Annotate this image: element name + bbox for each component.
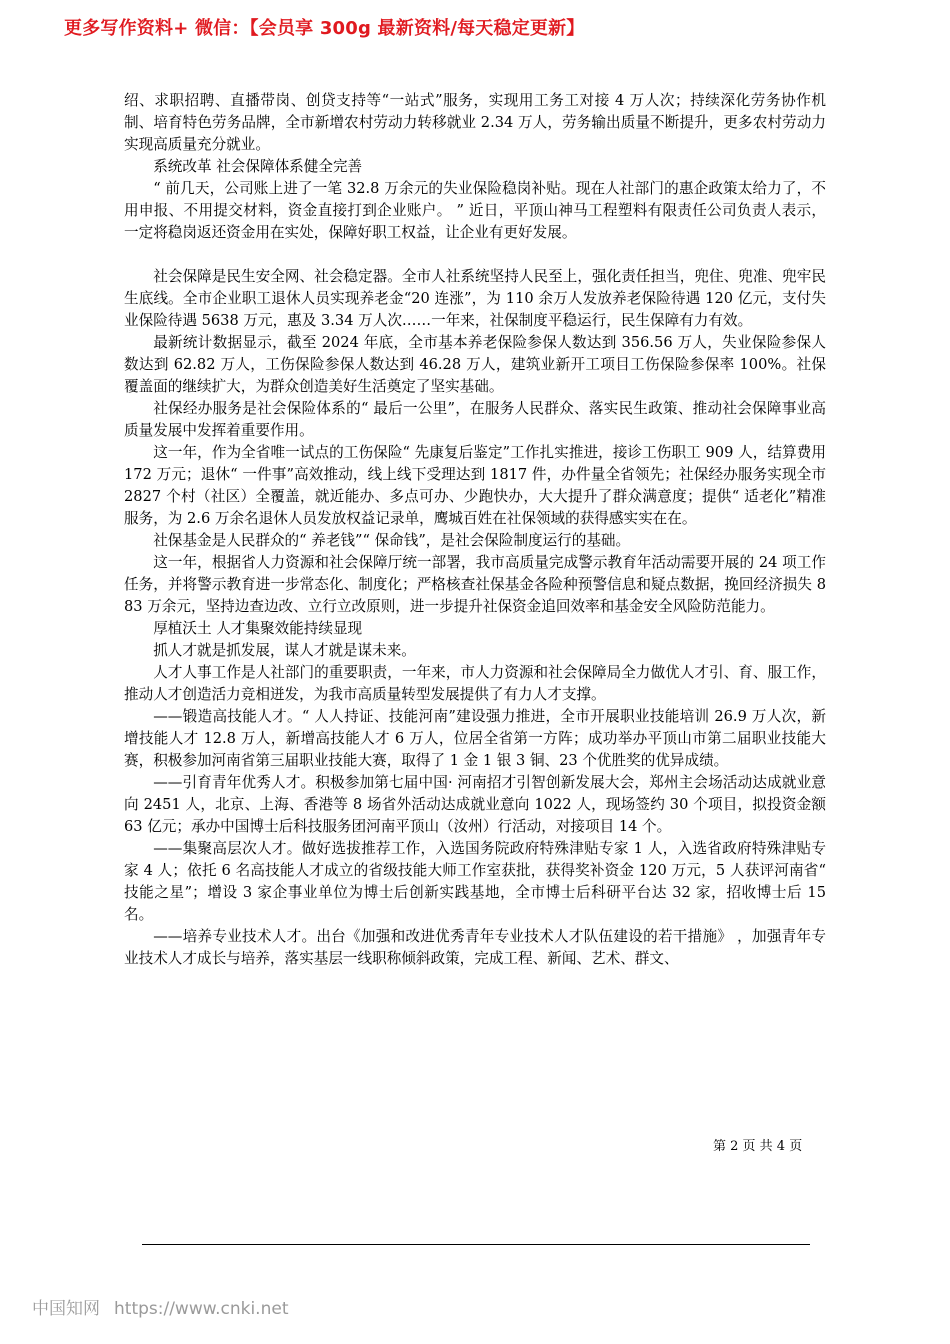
paragraph: ——引育青年优秀人才。积极参加第七届中国· 河南招才引智创新发展大会，郑州主会场活动达成就业意向 2451 人，北京、上海、香港等 8 场省外活动达成就业意向 1022 人，现场签约 30 个项目，拟投资金额 63 亿元；承办中国博士后科技服务团河南平顶山（汝州）行活动，对接项目 14 个。 <box>124 774 826 835</box>
source-watermark <box>32 1294 288 1319</box>
bottom-divider <box>142 1244 810 1245</box>
paragraph: ——锻造高技能人才。“ 人人持证、技能河南”建设强力推进，全市开展职业技能培训 26.9 万人次，新增技能人才 12.8 万人，新增高技能人才 6 万人，位居全省第一方阵；成功举办平顶山市第二届职业技能大赛，积极参加河南省第三届职业技能大赛，取得了 1 金 1 银 3 铜、23 个优胜奖的优异成绩。 <box>124 708 826 769</box>
paragraph: ——集聚高层次人才。做好选拔推荐工作，入选国务院政府特殊津贴专家 1 人，入选省政府特殊津贴专家 4 人；依托 6 名高技能人才成立的省级技能大师工作室获批，获得奖补资金 120 万元，5 人获评河南省“ 技能之星”；增设 3 家企事业单位为博士后创新实践基地，全市博士后科研平台达 32 家，招收博士后 15 名。 <box>124 840 826 923</box>
watermark-site-name: 中国知网 <box>32 1299 100 1319</box>
watermark-url: https://www.cnki.net <box>114 1299 289 1319</box>
paragraph: ——培养专业技术人才。出台《加强和改进优秀青年专业技术人才队伍建设的若干措施》 ，加强青年专业技术人才成长与培养，落实基层一线职称倾斜政策，完成工程、新闻、艺术、群文、 <box>124 928 826 967</box>
paragraph: 这一年，根据省人力资源和社会保障厅统一部署，我市高质量完成警示教育年活动需要开展的 24 项工作任务，并将警示教育进一步常态化、制度化；严格核查社保基金各险种预警信息和疑点数据，挽回经济损失 883 万余元，坚持边查边改、立行立改原则，进一步提升社保资金追回效率和基金安全风险防范能力。 <box>124 554 826 615</box>
section-heading-social-security: 系统改革 社会保障体系健全完善 <box>153 158 363 175</box>
promo-banner: 更多写作资料+ 微信：【会员享 300g 最新资料/每天稳定更新】 <box>64 18 585 39</box>
paragraph-continuation: 绍、求职招聘、直播带岗、创贷支持等“一站式”服务，实现用工务工对接 4 万人次；持续深化劳务协作机制、培育特色劳务品牌，全市新增农村劳动力转移就业 2.34 万人，劳务输出质量不断提升，更多农村劳动力实现高质量充分就业。 <box>124 92 826 153</box>
paragraph: 人才人事工作是人社部门的重要职责，一年来，市人力资源和社会保障局全力做优人才引、育、服工作，推动人才创造活力竞相迸发，为我市高质量转型发展提供了有力人才支撑。 <box>124 664 826 703</box>
page-number: 第 2 页 共 4 页 <box>713 1139 803 1154</box>
document-body <box>124 90 826 970</box>
paragraph-quote: “ 前几天，公司账上进了一笔 32.8 万余元的失业保险稳岗补贴。现在人社部门的惠企政策太给力了，不用申报、不用提交材料，资金直接打到企业账户。 ” 近日，平顶山神马工程塑料有限责任公司负责人表示，一定将稳岗返还资金用在实处，保障好职工权益，让企业有更好发展。 <box>124 180 826 241</box>
paragraph: 这一年，作为全省唯一试点的工伤保险“ 先康复后鉴定”工作扎实推进，接诊工伤职工 909 人，结算费用 172 万元；退休“ 一件事”高效推动，线上线下受理达到 1817 件，办件量全省领先；社保经办服务实现全市 2827 个村（社区）全覆盖，就近能办、多点可办、少跑快办，大大提升了群众满意度；提供“ 适老化”精准服务，为 2.6 万余名退休人员发放权益记录单，鹰城百姓在社保领域的获得感实实在在。 <box>124 444 826 527</box>
paragraph: 社保基金是人民群众的“ 养老钱”“ 保命钱”，是社会保险制度运行的基础。 <box>153 532 631 549</box>
section-heading-talent: 厚植沃土 人才集聚效能持续显现 <box>153 620 363 637</box>
paragraph: 社保经办服务是社会保险体系的“ 最后一公里”，在服务人民群众、落实民生政策、推动社会保障事业高质量发展中发挥着重要作用。 <box>124 400 826 439</box>
paragraph: 最新统计数据显示，截至 2024 年底，全市基本养老保险参保人数达到 356.56 万人，失业保险参保人数达到 62.82 万人，工伤保险参保人数达到 46.28 万人，建筑业新开工项目工伤保险参保率 100%。社保覆盖面的继续扩大，为群众创造美好生活奠定了坚实基础。 <box>124 334 826 395</box>
paragraph: 抓人才就是抓发展，谋人才就是谋未来。 <box>153 642 416 659</box>
paragraph: 社会保障是民生安全网、社会稳定器。全市人社系统坚持人民至上，强化责任担当，兜住、兜准、兜牢民生底线。全市企业职工退休人员实现养老金“20 连涨”，为 110 余万人发放养老保险待遇 120 亿元，支付失业保险待遇 5638 万元，惠及 3.34 万人次……一年来，社保制度平稳运行，民生保障有力有效。 <box>124 268 826 329</box>
